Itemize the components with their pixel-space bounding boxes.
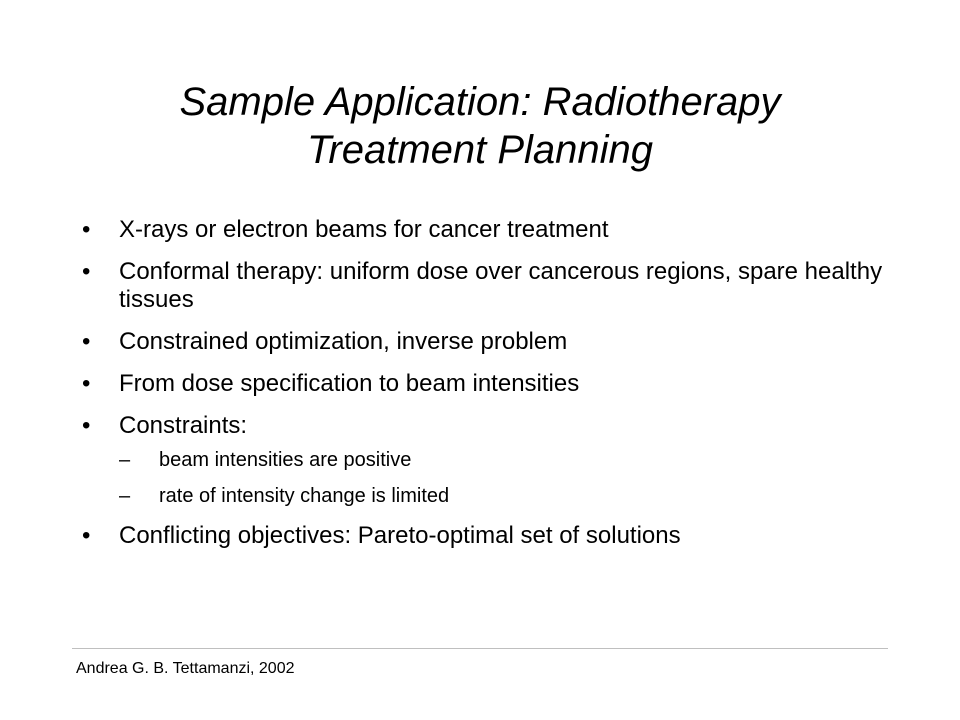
dash-icon: – bbox=[119, 485, 131, 507]
sub-bullet-item bbox=[119, 484, 892, 508]
bullet-text: X-rays or electron beams for cancer treatment bbox=[119, 216, 609, 243]
footer-divider bbox=[72, 648, 888, 649]
bullet-dot-icon: • bbox=[82, 258, 91, 285]
bullet-text: From dose specification to beam intensities bbox=[119, 370, 580, 397]
bullet-text: Conflicting objectives: Pareto-optimal set of solutions bbox=[119, 522, 681, 549]
bullet-dot-icon: • bbox=[82, 216, 91, 243]
sub-bullet-text: rate of intensity change is limited bbox=[159, 485, 450, 507]
bullet-item bbox=[82, 258, 892, 314]
title-line-2: Treatment Planning bbox=[306, 128, 654, 172]
bullet-item bbox=[82, 216, 892, 244]
bullet-text: Conformal therapy: uniform dose over cancerous regions, spare healthy tissues bbox=[119, 258, 883, 313]
slide-title bbox=[80, 78, 880, 174]
bullet-item bbox=[82, 328, 892, 356]
dash-icon: – bbox=[119, 449, 131, 471]
bullet-item bbox=[82, 370, 892, 398]
footer-credit: Andrea G. B. Tettamanzi, 2002 bbox=[76, 660, 295, 677]
bullet-dot-icon: • bbox=[82, 522, 91, 549]
bullet-text: Constrained optimization, inverse problem bbox=[119, 328, 568, 355]
bullet-item bbox=[82, 412, 892, 508]
bullet-item bbox=[82, 522, 892, 550]
bullet-dot-icon: • bbox=[82, 412, 91, 439]
sub-bullet-text: beam intensities are positive bbox=[159, 449, 412, 471]
bullet-text: Constraints: bbox=[119, 412, 248, 439]
title-line-1: Sample Application: Radiotherapy bbox=[179, 80, 781, 124]
bullet-dot-icon: • bbox=[82, 328, 91, 355]
sub-bullet-item bbox=[119, 448, 892, 472]
sub-bullet-list bbox=[119, 448, 892, 508]
bullet-dot-icon: • bbox=[82, 370, 91, 397]
bullet-list bbox=[82, 216, 892, 564]
